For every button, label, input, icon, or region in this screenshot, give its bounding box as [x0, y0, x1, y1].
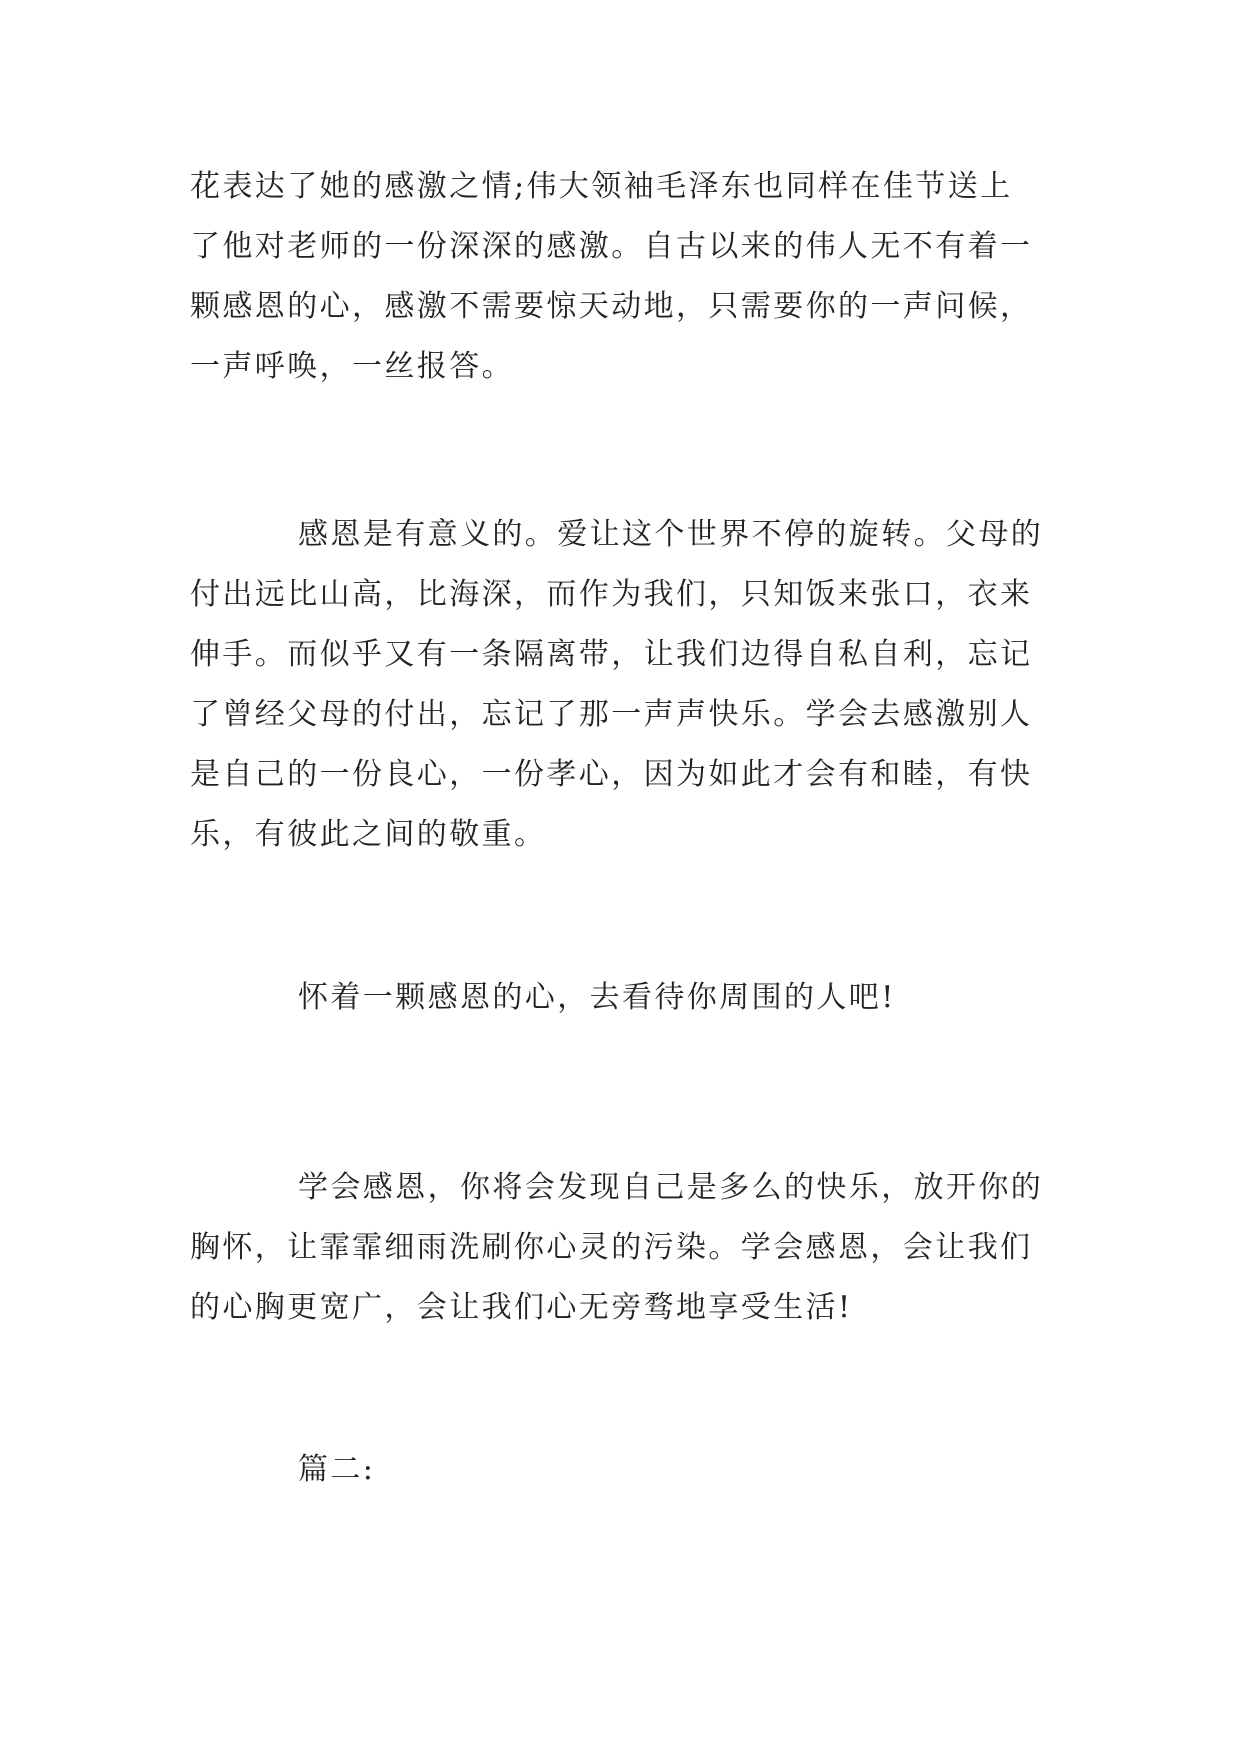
paragraph: [190, 1158, 1070, 1338]
paragraph: [190, 968, 1070, 1028]
paragraph-line: 花表达了她的感激之情;伟大领袖毛泽东也同样在佳节送上: [190, 169, 1013, 204]
paragraph-line: 怀着一颗感恩的心，去看待你周围的人吧!: [298, 980, 896, 1015]
paragraph-line: 是自己的一份良心，一份孝心，因为如此才会有和睦，有快: [190, 757, 1033, 792]
paragraph-line: 颗感恩的心，感激不需要惊天动地，只需要你的一声问候，: [190, 289, 1033, 324]
paragraph-line: 胸怀，让霏霏细雨洗刷你心灵的污染。学会感恩，会让我们: [190, 1230, 1033, 1265]
paragraph-line: 的心胸更宽广，会让我们心无旁骛地享受生活!: [190, 1290, 853, 1325]
paragraph-line: 感恩是有意义的。爱让这个世界不停的旋转。父母的: [298, 517, 1044, 552]
paragraph-line: 伸手。而似乎又有一条隔离带，让我们边得自私自利，忘记: [190, 637, 1033, 672]
paragraph-line: 乐，有彼此之间的敬重。: [190, 817, 547, 852]
section-heading-text: 篇二:: [298, 1452, 376, 1487]
paragraph-line: 了他对老师的一份深深的感激。自古以来的伟人无不有着一: [190, 229, 1033, 264]
section-heading: [190, 1440, 1070, 1500]
paragraph-line: 学会感恩，你将会发现自己是多么的快乐，放开你的: [298, 1170, 1044, 1205]
paragraph-line: 了曾经父母的付出，忘记了那一声声快乐。学会去感激别人: [190, 697, 1033, 732]
paragraph-line: 一声呼唤，一丝报答。: [190, 349, 514, 384]
paragraph-line: 付出远比山高，比海深，而作为我们，只知饭来张口，衣来: [190, 577, 1033, 612]
paragraph: [190, 505, 1070, 865]
paragraph-continuation: [190, 157, 1070, 397]
